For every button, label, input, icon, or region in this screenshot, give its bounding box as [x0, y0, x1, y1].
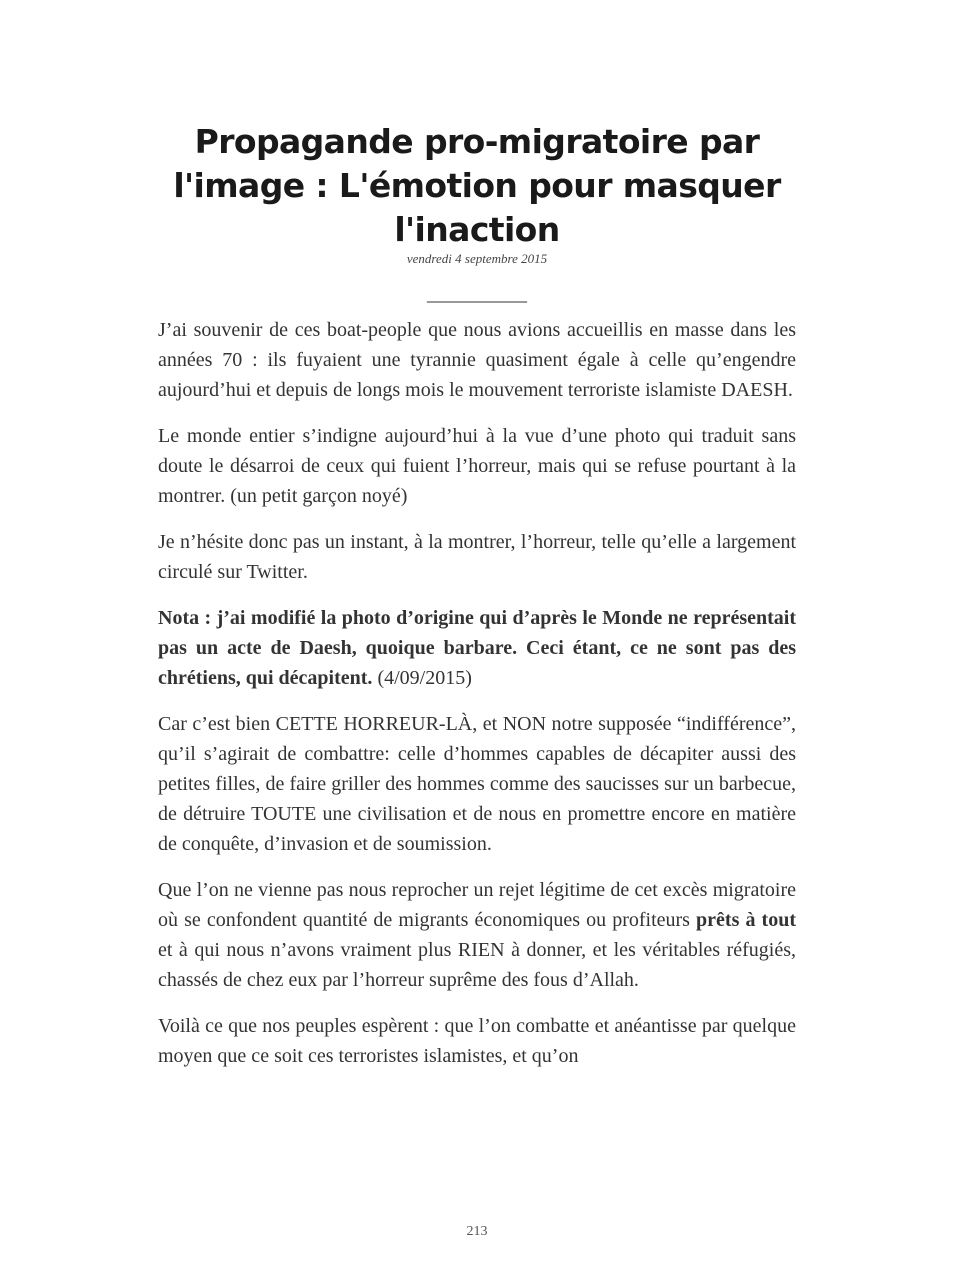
article-body — [158, 315, 796, 1087]
paragraph-7: Voilà ce que nos peuples espèrent : que l’on combatte et anéantisse par quelque moyen que ce soit ces terroristes islamistes, et qu’on — [158, 1015, 796, 1067]
paragraph-1: J’ai souvenir de ces boat-people que nous avions accueillis en masse dans les années 70 : ils fuyaient une tyrannie quasiment égale à celle qu’engendre aujourd’hui et depuis de longs mois le mouvement terroriste islamiste DAESH. — [158, 319, 796, 401]
article-date: vendredi 4 septembre 2015 — [406, 251, 548, 266]
paragraph-6-part-a: Que l’on ne vienne pas nous reprocher un rejet légitime de cet excès migratoire où se confondent quantité de migrants économiques ou profiteurs — [158, 879, 796, 931]
paragraph-3: Je n’hésite donc pas un instant, à la montrer, l’horreur, telle qu’elle a largement circulé sur Twitter. — [158, 531, 796, 583]
paragraph-6 — [158, 875, 796, 995]
page-number: 213 — [466, 1224, 488, 1239]
nota-date-text: (4/09/2015) — [372, 667, 472, 689]
article-title: Propagande pro-migratoire par l'image : L'émotion pour masquer l'inaction — [173, 122, 781, 249]
title-separator: __________ — [427, 283, 527, 305]
nota-bold-text: Nota : j’ai modifié la photo d’origine qui d’après le Monde ne représentait pas un acte de Daesh, quoique barbare. Ceci étant, ce ne sont pas des chrétiens, qui décapitent. — [158, 607, 796, 689]
paragraph-4 — [158, 603, 796, 693]
paragraph-6-part-b: et à qui nous n’avons vraiment plus RIEN à donner, et les véritables réfugiés, chassés de chez eux par l’horreur suprême des fous d’Allah. — [158, 939, 796, 991]
paragraph-2: Le monde entier s’indigne aujourd’hui à la vue d’une photo qui traduit sans doute le désarroi de ceux qui fuient l’horreur, mais qui se refuse pourtant à la montrer. (un petit garçon noyé) — [158, 425, 796, 507]
paragraph-5: Car c’est bien CETTE HORREUR-LÀ, et NON notre supposée “indifférence”, qu’il s’agirait de combattre: celle d’hommes capables de décapiter aussi des petites filles, de faire griller des hommes comme des saucisses sur un barbecue, de détruire TOUTE une civilisation et de nous en promettre encore en matière de conquête, d’invasion et de soumission. — [158, 713, 796, 855]
paragraph-6-bold: prêts à tout — [696, 909, 796, 931]
